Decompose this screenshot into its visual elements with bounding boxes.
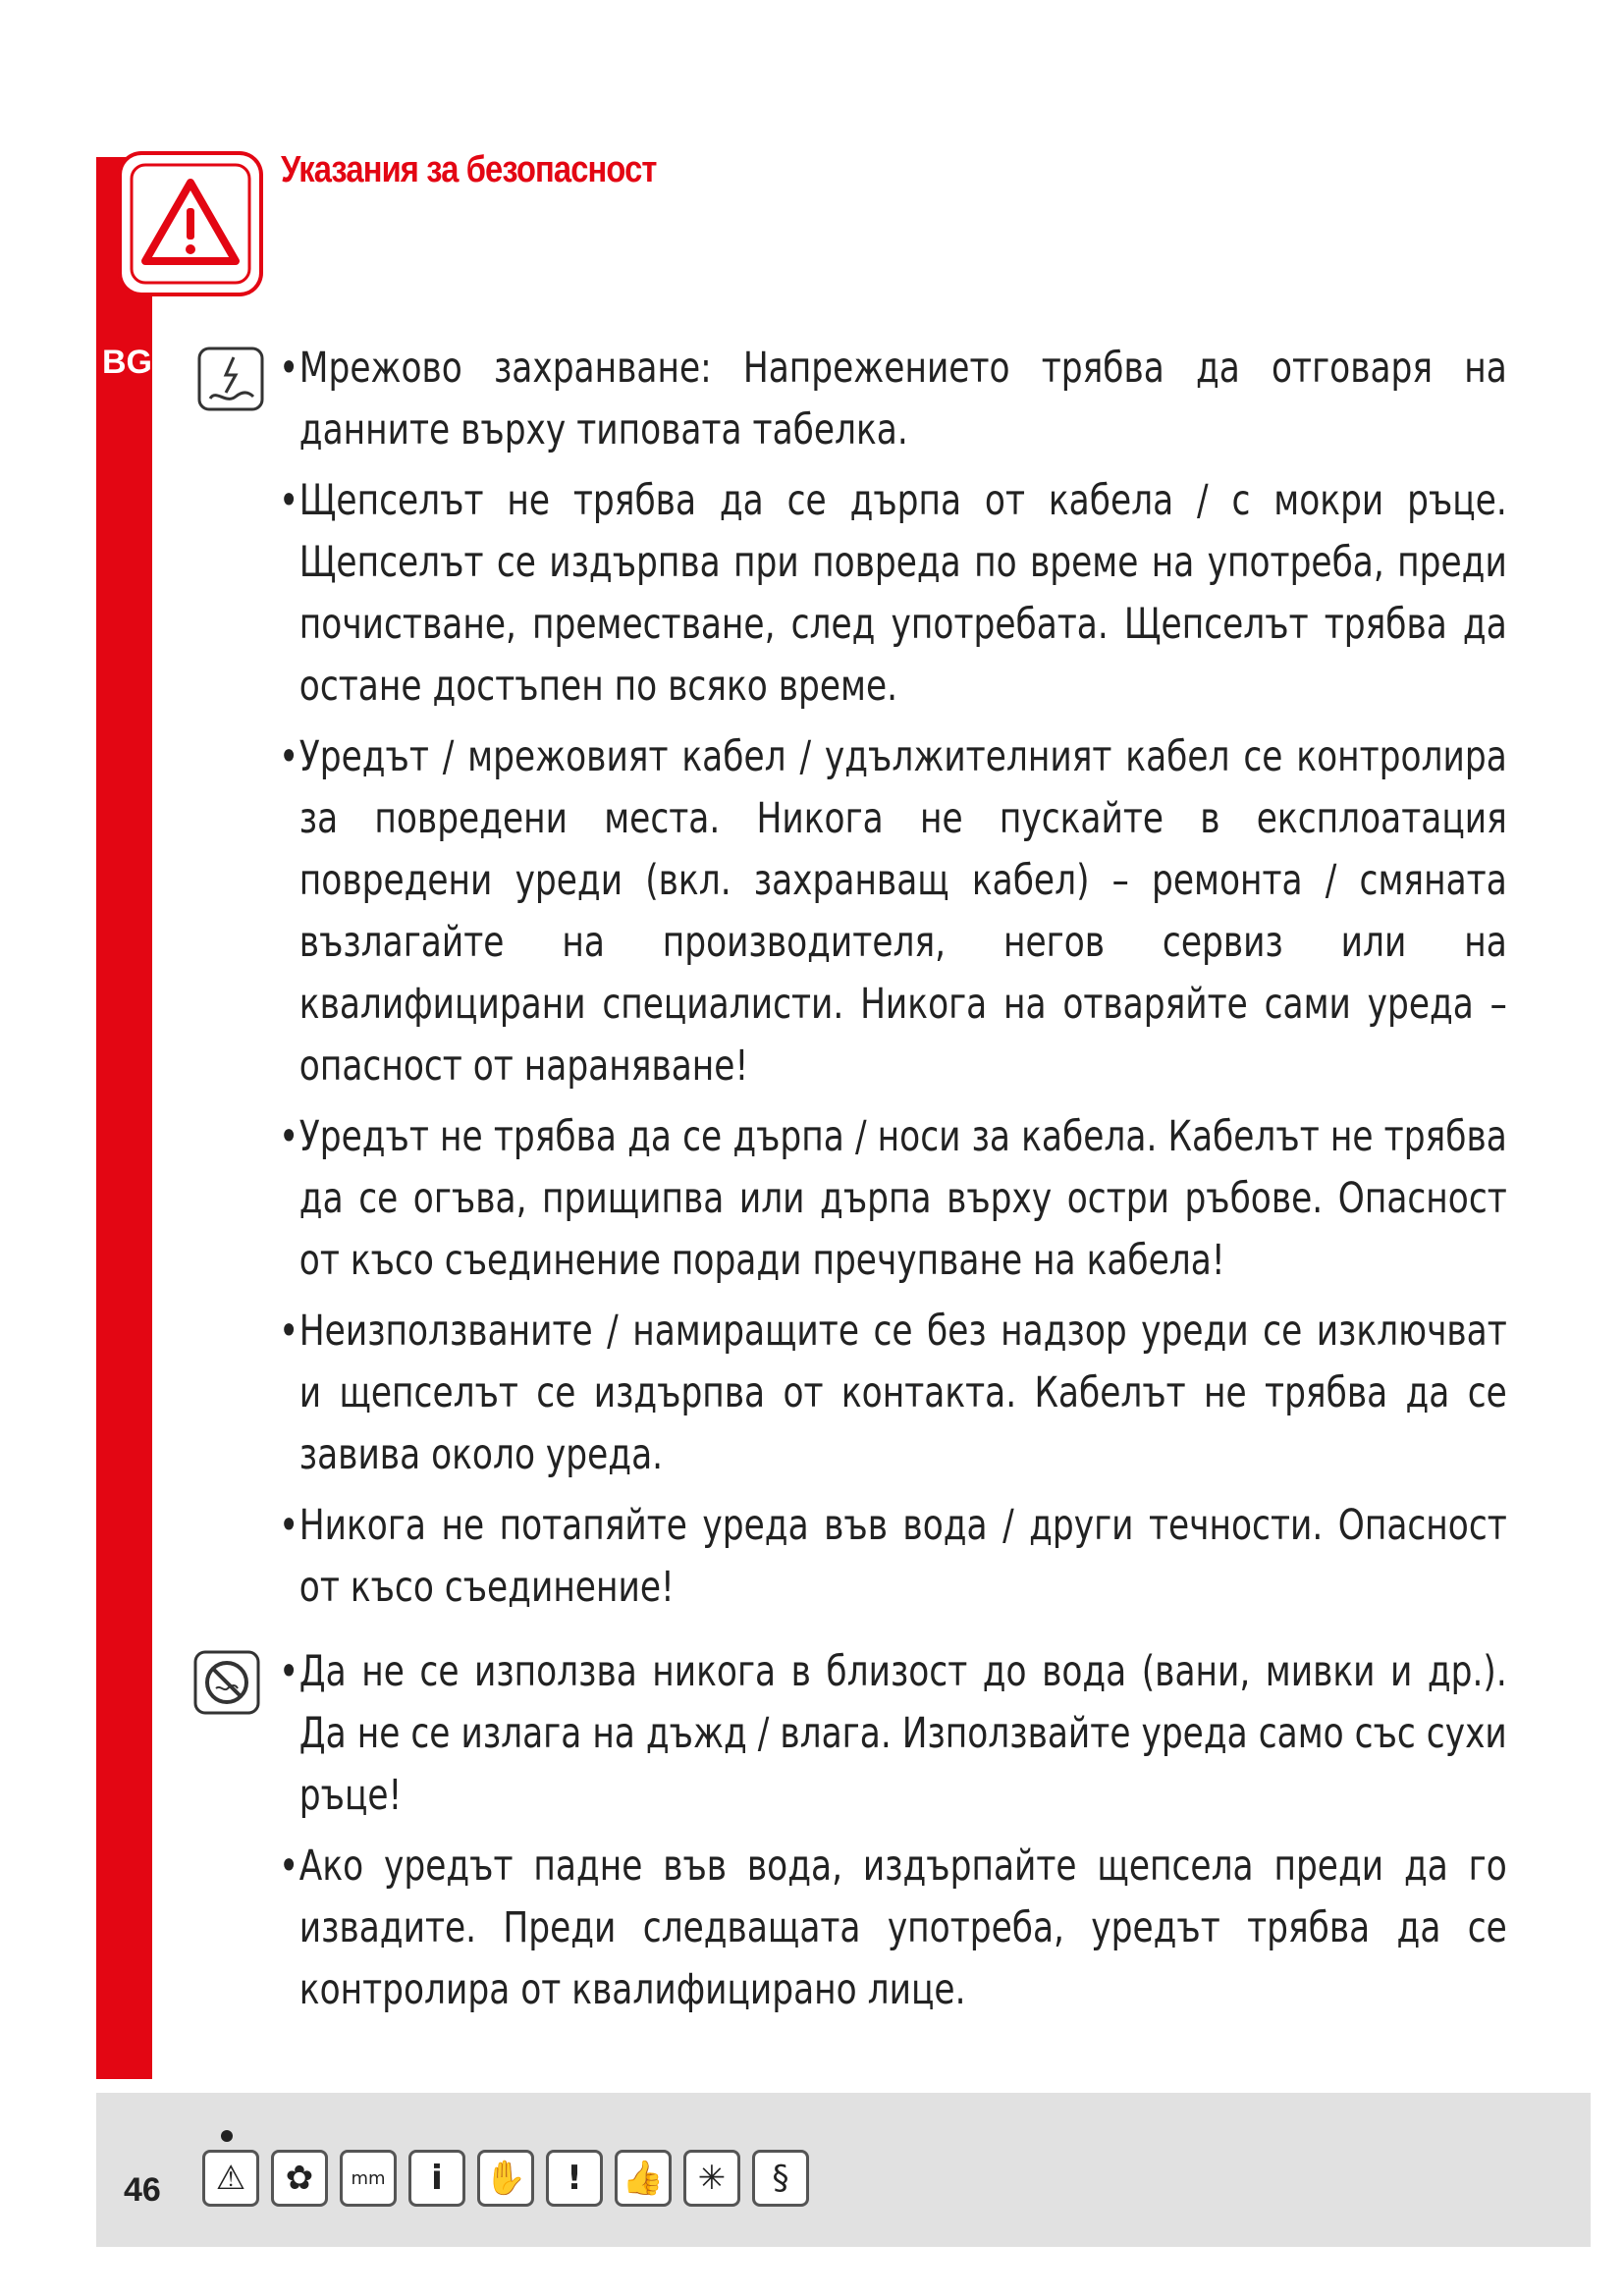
list-item: • Уредът / мрежовият кабел / удължителният кабел се контролира за повредени места. Никога не пускайте в експлоатация повредени уреди (вкл. захранващ кабел) – ремонта / смяната възлагайте на производителя, негов сервиз или на квалифицирани специалисти. Никога на отваряйте сами уреда – опасност от нараняване!: [279, 726, 1507, 1097]
list-item: • Щепселът не трябва да се дърпа от кабела / с мокри ръце. Щепселът се издърпва при повреда по време на употреба, преди почистване, преместване, след употребата. Щепселът трябва да остане достъпен по всяко време.: [279, 470, 1507, 718]
thumbs-up-icon[interactable]: 👍: [615, 2150, 672, 2207]
language-tag: BG: [102, 344, 152, 381]
list-item: • Мрежово захранване: Напрежението трябва да отговаря на данните върху типовата табелка.: [279, 338, 1507, 461]
footer-bar: [96, 2093, 1591, 2247]
page-number: 46: [124, 2171, 161, 2209]
list-item: • Неизползваните / намиращите се без надзор уреди се изключват и щепселът се издърпва от контакта. Кабелът не трябва да се завива около уреда.: [279, 1301, 1507, 1486]
section-water-safety: [279, 1641, 1507, 2030]
list-item: • Да не се използва никога в близост до вода (вани, мивки и др.). Да не се излага на дъжд / влага. Използвайте уреда само със сухи ръце!: [279, 1641, 1507, 1827]
list-item: • Уредът не трябва да се дърпа / носи за кабела. Кабелът не трябва да се огъва, прищипва или дърпа върху остри ръбове. Опасност от късо съединение поради пречупване на кабела!: [279, 1106, 1507, 1292]
electric-plug-icon: [196, 346, 265, 417]
environment-icon[interactable]: ✿: [271, 2150, 328, 2207]
dimensions-icon[interactable]: mm: [340, 2150, 397, 2207]
footer-icon-row: [202, 2150, 809, 2207]
exclamation-icon[interactable]: !: [546, 2150, 603, 2207]
warning-icon[interactable]: ⚠: [202, 2150, 259, 2207]
hand-icon[interactable]: ✋: [477, 2150, 534, 2207]
list-item: • Ако уредът падне във вода, издърпайте щепсела преди да го извадите. Преди следващата употреба, уредът трябва да се контролира от квалифицирано лице.: [279, 1836, 1507, 2021]
side-red-bar: [96, 157, 152, 2079]
no-water-icon: [192, 1649, 261, 1721]
page-title: Указания за безопасност: [281, 149, 657, 190]
section-power-safety: [279, 338, 1507, 1628]
paragraph-icon[interactable]: §: [752, 2150, 809, 2207]
list-item: • Никога не потапяйте уреда във вода / други течности. Опасност от късо съединение!: [279, 1495, 1507, 1619]
info-icon[interactable]: i: [408, 2150, 465, 2207]
warning-triangle-icon: [130, 163, 251, 285]
sparkle-icon[interactable]: ✳: [683, 2150, 740, 2207]
active-section-dot: [221, 2130, 233, 2142]
warning-header-icon: [122, 155, 259, 293]
